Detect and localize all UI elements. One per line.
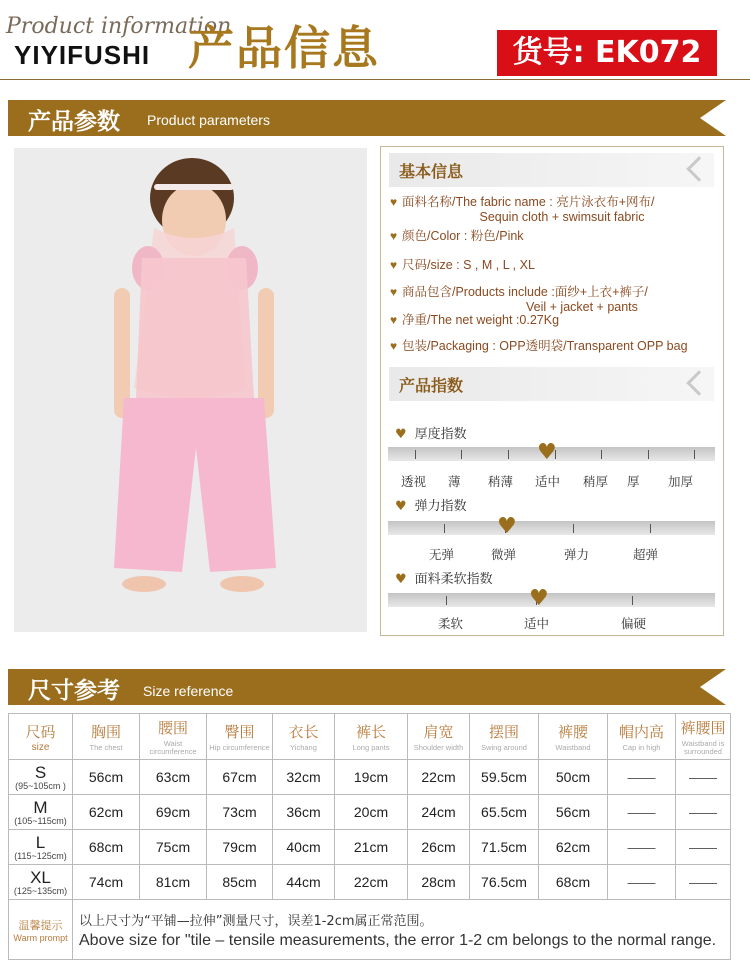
waist-cell: 63cm <box>140 760 207 795</box>
chest-cell: 68cm <box>73 830 140 865</box>
warm-prompt-text <box>73 900 731 960</box>
heart-marker-icon: ♥ <box>537 440 557 465</box>
waistband-cell: 56cm <box>539 795 608 830</box>
basic-info-title: 基本信息 <box>399 162 464 181</box>
bar-tick <box>650 524 651 533</box>
section-title-cn: 尺寸参考 <box>28 678 120 704</box>
length-cell: 36cm <box>273 795 335 830</box>
warm-prompt-label <box>9 900 73 960</box>
spec-size-text: 尺码/size : S , M , L , XL <box>402 258 535 272</box>
col-header-cn: 摆围 <box>488 723 519 741</box>
size-letter: XL <box>30 867 51 887</box>
thickness-label: 薄 <box>448 474 461 489</box>
heart-icon: ♥ <box>390 258 398 272</box>
bar-tick <box>446 596 447 605</box>
waistband-cell: 50cm <box>539 760 608 795</box>
elasticity-label: 微弹 <box>491 547 517 562</box>
col-header-cn: 帽内高 <box>618 723 664 741</box>
col-header-en: Shoulder width <box>413 743 464 752</box>
spec-fabric-line1: 面料名称/The fabric name : 亮片泳衣布+网布/ <box>402 195 655 209</box>
bar-tick <box>444 524 445 533</box>
length-cell: 44cm <box>273 865 335 900</box>
elasticity-index-title <box>395 495 467 514</box>
chest-cell: 74cm <box>73 865 140 900</box>
softness-label: 偏硬 <box>621 616 647 631</box>
swing-cell: 59.5cm <box>470 760 539 795</box>
col-header-cn: 腰围 <box>157 719 188 737</box>
thickness-label: 稍薄 <box>488 474 514 489</box>
table-row <box>9 830 731 865</box>
pants-cell: 21cm <box>335 830 408 865</box>
spec-includes-line1: 商品包含/Products include :面纱+上衣+裤子/ <box>402 285 648 299</box>
col-header <box>608 714 676 760</box>
cap-cell: —— <box>608 830 676 865</box>
bar-tick <box>573 524 574 533</box>
bar-tick <box>508 450 509 459</box>
hip-cell: 79cm <box>207 830 273 865</box>
col-header-en: Waistband is surrounded <box>681 739 725 756</box>
heart-icon: ♥ <box>390 195 398 209</box>
col-header-en: Yichang <box>290 743 317 752</box>
spec-size <box>390 258 535 273</box>
waistband-cell: 68cm <box>539 865 608 900</box>
cap-cell: —— <box>608 795 676 830</box>
col-header-en: Waistband <box>555 743 591 752</box>
swing-cell: 65.5cm <box>470 795 539 830</box>
heart-marker-icon: ♥ <box>529 586 549 611</box>
col-header-cn: 尺码 <box>25 723 56 741</box>
bar-tick <box>632 596 633 605</box>
brand-name: YIYIFUSHI <box>14 40 151 70</box>
col-header-cn: 衣长 <box>288 723 319 741</box>
warm-prompt-label-cn: 温馨提示 <box>18 918 63 932</box>
hip-cell: 67cm <box>207 760 273 795</box>
girl-costume-illustration <box>14 148 367 632</box>
bar-tick <box>415 450 416 459</box>
banner-notch <box>700 669 726 705</box>
col-header <box>207 714 273 760</box>
size-letter: S <box>34 762 47 782</box>
size-range: (125~135cm) <box>13 885 68 896</box>
size-range: (105~115cm) <box>14 815 67 826</box>
size-letter: L <box>35 832 46 852</box>
col-header-cn: 裤长 <box>355 723 386 741</box>
shoulder-cell: 28cm <box>408 865 470 900</box>
col-header-cn: 裤腰 <box>557 723 588 741</box>
length-cell: 40cm <box>273 830 335 865</box>
col-header-cn: 胸围 <box>90 723 121 741</box>
chest-cell: 62cm <box>73 795 140 830</box>
col-header-en: Hip circumference <box>209 743 270 752</box>
chest-cell: 56cm <box>73 760 140 795</box>
product-index-header <box>389 367 714 401</box>
size-table <box>8 713 731 960</box>
col-header <box>470 714 539 760</box>
col-header-en: Cap in high <box>622 743 661 752</box>
pants-cell: 20cm <box>335 795 408 830</box>
hip-cell: 73cm <box>207 795 273 830</box>
cap-cell: —— <box>608 760 676 795</box>
heart-icon: ♥ <box>395 427 407 442</box>
table-row <box>9 795 731 830</box>
thickness-label: 厚 <box>627 474 640 489</box>
header-script-title: Product information <box>6 14 232 39</box>
length-cell: 32cm <box>273 760 335 795</box>
spec-includes <box>390 285 648 315</box>
col-header <box>335 714 408 760</box>
table-header-row <box>9 714 731 760</box>
section-banner-product-parameters <box>8 100 726 136</box>
bar-tick <box>601 450 602 459</box>
size-cell <box>9 830 73 865</box>
waist-cell: 75cm <box>140 830 207 865</box>
section-title-cn: 产品参数 <box>28 109 120 135</box>
product-info-panel <box>380 146 724 636</box>
thickness-label: 透视 <box>401 474 427 489</box>
spec-weight-text: 净重/The net weight :0.27Kg <box>402 313 560 327</box>
col-header-en: Waist circumference <box>149 739 197 756</box>
page-header <box>0 0 750 80</box>
swing-cell: 71.5cm <box>470 830 539 865</box>
col-header-cn: 裤腰围 <box>680 719 726 737</box>
size-range: (115~125cm) <box>14 850 67 861</box>
shoulder-cell: 26cm <box>408 830 470 865</box>
spec-weight <box>390 313 559 328</box>
col-header-cn: 肩宽 <box>423 723 454 741</box>
warm-prompt-text-cn: 以上尺寸为“平铺—拉伸”测量尺寸，误差1-2cm属正常范围。 <box>79 913 433 929</box>
col-header <box>539 714 608 760</box>
product-code-badge: 货号: EK072 <box>497 30 717 76</box>
waistband-round-cell: —— <box>676 795 731 830</box>
col-header <box>408 714 470 760</box>
heart-icon: ♥ <box>395 572 407 587</box>
softness-index-bar <box>388 586 715 611</box>
thickness-index-title <box>395 423 467 442</box>
product-index-title: 产品指数 <box>399 376 464 395</box>
shoulder-cell: 24cm <box>408 795 470 830</box>
heart-icon: ♥ <box>390 339 398 353</box>
spec-color-text: 颜色/Color : 粉色/Pink <box>402 229 524 243</box>
basic-info-header <box>389 153 714 187</box>
size-range: (95~105cm ) <box>15 780 66 791</box>
spec-packaging <box>390 339 688 354</box>
page-title: 产品信息 <box>188 21 380 75</box>
spec-color <box>390 229 524 244</box>
thickness-label: 适中 <box>535 474 561 489</box>
col-header-en: Long pants <box>352 743 390 752</box>
softness-label: 柔软 <box>438 616 464 631</box>
col-header <box>676 714 731 760</box>
size-letter: M <box>33 797 48 817</box>
spec-includes-line2: Veil + jacket + pants <box>526 300 638 314</box>
size-cell <box>9 795 73 830</box>
section-banner-size-reference <box>8 669 726 705</box>
thickness-index-bar <box>388 440 715 465</box>
elasticity-index-label: 弹力指数 <box>414 499 467 514</box>
waist-cell: 69cm <box>140 795 207 830</box>
waist-cell: 81cm <box>140 865 207 900</box>
size-cell <box>9 865 73 900</box>
thickness-index-label: 厚度指数 <box>414 427 467 442</box>
bar-tick <box>694 450 695 459</box>
spec-packaging-text: 包装/Packaging : OPP透明袋/Transparent OPP bag <box>402 339 688 353</box>
waistband-round-cell: —— <box>676 830 731 865</box>
heart-icon: ♥ <box>390 229 398 243</box>
bar-tick <box>461 450 462 459</box>
elasticity-label: 弹力 <box>564 547 590 562</box>
table-row <box>9 865 731 900</box>
banner-notch <box>700 100 726 136</box>
waistband-cell: 62cm <box>539 830 608 865</box>
chevron-left-icon <box>686 370 711 395</box>
elasticity-label: 无弹 <box>429 547 455 562</box>
thickness-label: 加厚 <box>668 474 694 489</box>
swing-cell: 76.5cm <box>470 865 539 900</box>
waistband-round-cell: —— <box>676 760 731 795</box>
chevron-left-icon <box>686 156 711 181</box>
pants-cell: 19cm <box>335 760 408 795</box>
heart-icon: ♥ <box>395 499 407 514</box>
bar-tick <box>648 450 649 459</box>
softness-index-title <box>395 568 493 587</box>
elasticity-index-bar <box>388 514 715 539</box>
table-row <box>9 760 731 795</box>
col-header-en: size <box>31 742 50 753</box>
col-header <box>9 714 73 760</box>
heart-icon: ♥ <box>390 313 398 327</box>
shoulder-cell: 22cm <box>408 760 470 795</box>
section-title-en: Product parameters <box>147 112 270 128</box>
col-header <box>273 714 335 760</box>
elasticity-label: 超弹 <box>633 547 659 562</box>
warm-prompt-row <box>9 900 731 960</box>
pants-cell: 22cm <box>335 865 408 900</box>
cap-cell: —— <box>608 865 676 900</box>
section-title-en: Size reference <box>143 683 234 699</box>
col-header-cn: 臀围 <box>224 723 255 741</box>
hip-cell: 85cm <box>207 865 273 900</box>
thickness-label: 稍厚 <box>583 474 609 489</box>
product-photo <box>14 148 367 632</box>
softness-index-label: 面料柔软指数 <box>414 572 493 587</box>
col-header-en: Swing around <box>481 743 527 752</box>
heart-icon: ♥ <box>390 285 398 299</box>
warm-prompt-text-en: Above size for "tile – tensile measurements, the error 1-2 cm belongs to the normal range. <box>79 931 717 949</box>
heart-marker-icon: ♥ <box>497 514 517 539</box>
col-header <box>140 714 207 760</box>
size-cell <box>9 760 73 795</box>
waistband-round-cell: —— <box>676 865 731 900</box>
softness-label: 适中 <box>524 616 550 631</box>
spec-fabric <box>390 195 655 225</box>
warm-prompt-label-en: Warm prompt <box>13 932 68 943</box>
spec-fabric-line2: Sequin cloth + swimsuit fabric <box>479 210 645 224</box>
col-header-en: The chest <box>89 743 123 752</box>
col-header <box>73 714 140 760</box>
